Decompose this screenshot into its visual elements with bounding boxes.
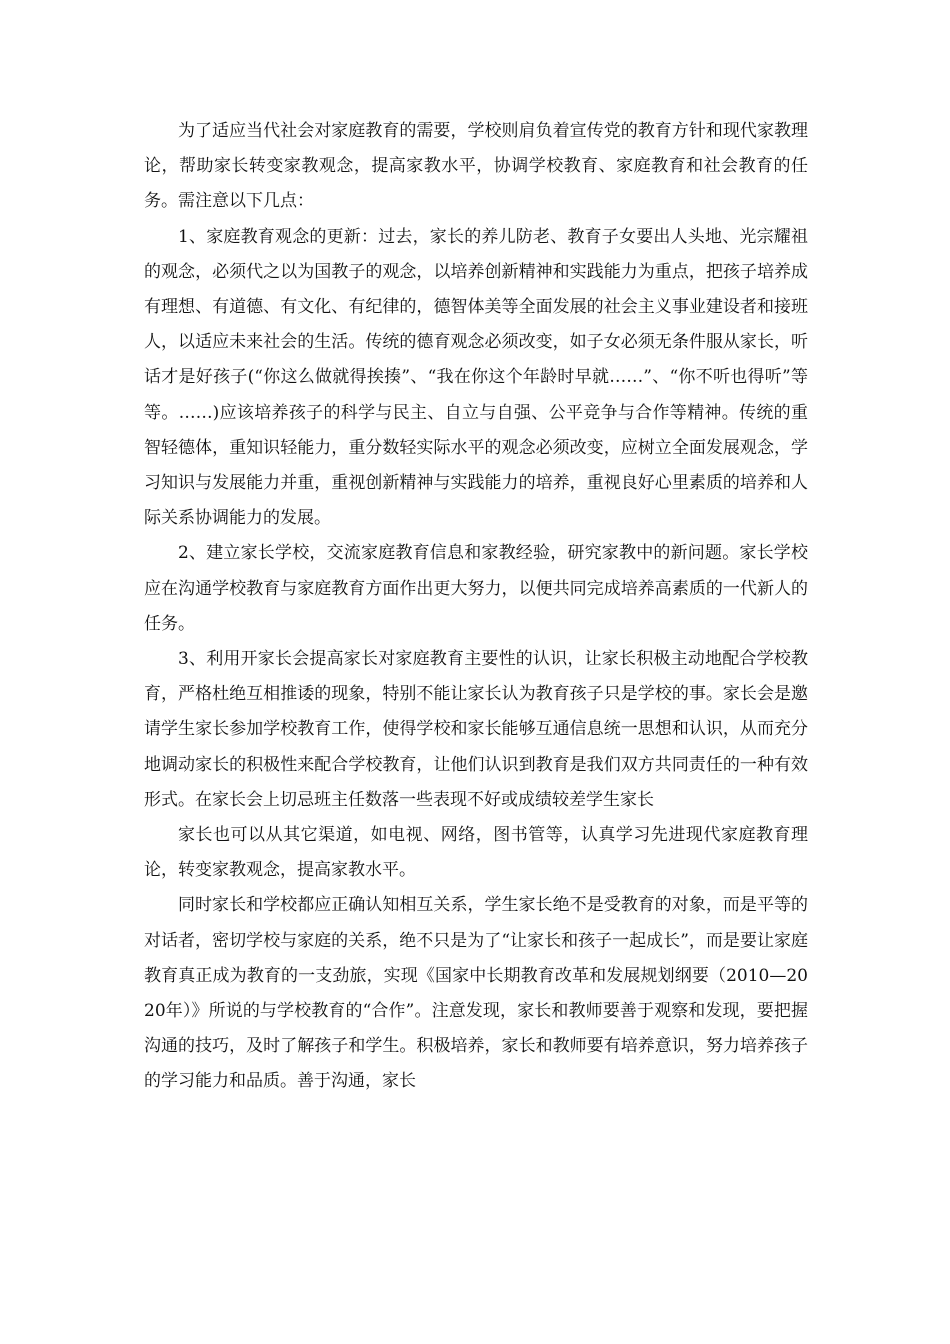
paragraph-relationship: 同时家长和学校都应正确认知相互关系，学生家长绝不是受教育的对象，而是平等的对话者，密切学校与家庭的关系，绝不只是为了“让家长和孩子一起成长”，而是要让家庭教育真正成为教育的一支劲旅，实现《国家中长期教育改革和发展规划纲要（2010—2020年）》所说的与学校教育的“合作”。注意发现，家长和教师要善于观察和发现，要把握沟通的技巧，及时了解孩子和学生。积极培养，家长和教师要有培养意识，努力培养孩子的学习能力和品质。善于沟通，家长 (144, 895, 808, 1092)
paragraph-other-channels: 家长也可以从其它渠道，如电视、网络，图书管等，认真学习先进现代家庭教育理论，转变家教观念，提高家教水平。 (144, 825, 808, 881)
paragraph-point-1: 1、家庭教育观念的更新：过去，家长的养儿防老、教育子女要出人头地、光宗耀祖的观念，必须代之以为国教子的观念，以培养创新精神和实践能力为重点，把孩子培养成有理想、有道德、有文化、有纪律的，德智体美等全面发展的社会主义事业建设者和接班人，以适应未来社会的生活。传统的德育观念必须改变，如子女必须无条件服从家长，听话才是好孩子(“你这么做就得挨揍”、“我在你这个年龄时早就……”、“你不听也得听”等等。……)应该培养孩子的科学与民主、自立与自强、公平竞争与合作等精神。传统的重智轻德体，重知识轻能力，重分数轻实际水平的观念必须改变，应树立全面发展观念，学习知识与发展能力并重，重视创新精神与实践能力的培养，重视良好心里素质的培养和人际关系协调能力的发展。 (144, 226, 808, 529)
paragraph-point-3: 3、利用开家长会提高家长对家庭教育主要性的认识，让家长积极主动地配合学校教育，严格杜绝互相推诿的现象，特别不能让家长认为教育孩子只是学校的事。家长会是邀请学生家长参加学校教育工作，使得学校和家长能够互通信息统一思想和认识，从而充分地调动家长的积极性来配合学校教育，让他们认识到教育是我们双方共同责任的一种有效形式。在家长会上切忌班主任数落一些表现不好或成绩较差学生家长 (144, 649, 808, 810)
paragraph-point-2: 2、建立家长学校，交流家庭教育信息和家教经验，研究家教中的新问题。家长学校应在沟通学校教育与家庭教育方面作出更大努力，以便共同完成培养高素质的一代新人的任务。 (144, 543, 808, 634)
paragraph-intro: 为了适应当代社会对家庭教育的需要，学校则肩负着宣传党的教育方针和现代家教理论，帮助家长转变家教观念，提高家教水平，协调学校教育、家庭教育和社会教育的任务。需注意以下几点： (144, 121, 808, 212)
document-body (144, 114, 808, 1100)
